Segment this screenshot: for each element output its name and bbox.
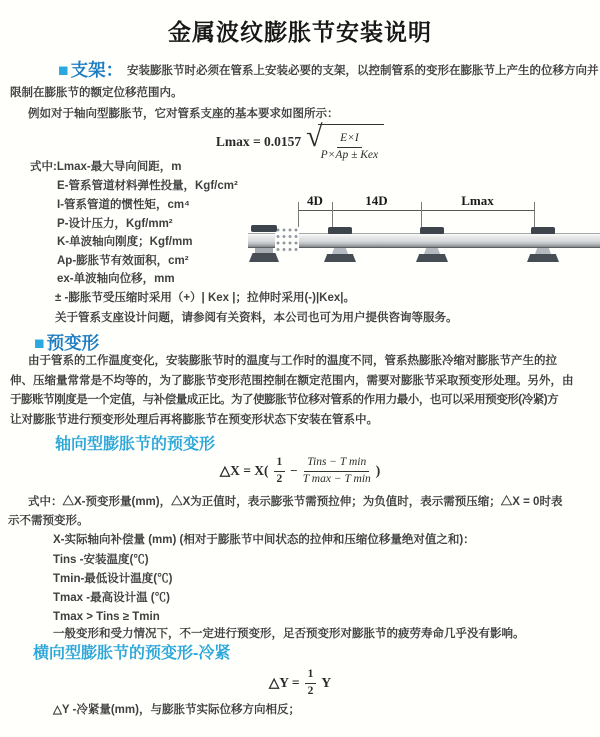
fraction-half	[274, 456, 286, 487]
dimension-label-14d: 14D	[365, 193, 388, 208]
formula-delta-x	[0, 456, 600, 487]
definition-line: P-设计压力，Kgf/mm²	[57, 218, 173, 230]
definition-line: Ap-膨胀节有效面积，cm²	[57, 255, 189, 267]
preform-paragraph-line-3: 于膨账节刚度是一个定值，与补偿量成正比。为了使膨胀节位移对管系的作用力最小，也可以采用预变形(冷紧)方	[10, 394, 559, 406]
minus-sign: −	[290, 463, 298, 479]
axial-text-line-5: Tmin-最低设计温度(℃)	[53, 573, 173, 585]
anchor-base	[249, 253, 279, 262]
axial-text-line-6: Tmax -最高设计温 (℃)	[53, 592, 170, 604]
preform-paragraph-line-2: 伸、压缩量常常是不均等的，为了膨胀节变形范围控制在额定范围内，需要对膨胀节采取预变形处理。另外，由	[10, 375, 574, 387]
fraction-denominator: T max − T min	[302, 472, 371, 485]
radicand	[318, 124, 385, 163]
fraction-temperature	[303, 456, 371, 487]
axial-text-line-2: 示不需预变形。	[8, 515, 89, 527]
formula-delta-x-rhs: )	[375, 463, 381, 479]
formula-lmax	[0, 121, 600, 163]
fraction-denominator: 2	[276, 472, 283, 485]
preform-paragraph-line-4: 让对膨胀节进行预变形处理后再将膨胀节在预变形状态下安装在管系中。	[10, 414, 378, 426]
axial-text-line-4: Tins -安装温度(℃)	[53, 554, 149, 566]
section-bullet-icon: ■	[58, 60, 69, 80]
bellows-expansion-joint	[275, 227, 299, 253]
support-paragraph-line-3: 例如对于轴向型膨胀节，它对管系支座的基本要求如图所示：	[28, 108, 339, 120]
definition-line: E-管系管道材料弹性投量，Kgf/cm²	[57, 180, 238, 192]
support-base	[416, 254, 448, 262]
definition-line: ± -膨胀节受压缩时采用（+）| Kex |；拉伸时采用(-)|Kex|。	[55, 292, 355, 304]
definition-line: K-单波轴向刚度；Kgf/mm	[57, 236, 193, 248]
definition-line: 式中:Lmax-最大导向间距，m	[30, 161, 182, 173]
formula-lmax-lhs: Lmax = 0.0157	[215, 133, 302, 149]
formula-delta-y-lhs: △Y =	[268, 675, 300, 691]
support-clamp	[531, 227, 555, 234]
dimension-label-lmax: Lmax	[461, 193, 494, 208]
axial-text-line-8: 一般变形和受力情况下，不一定进行预变形，足否预变形对膨胀节的疲劳寿命几乎没有影响。	[53, 628, 525, 640]
dimension-label-4d: 4D	[307, 193, 323, 208]
section-heading-support	[58, 57, 123, 82]
dimension-line	[298, 210, 534, 211]
fraction-half	[305, 668, 317, 699]
page-title: 金属波纹膨胀节安装说明	[168, 19, 432, 45]
formula-delta-y-rhs: Y	[321, 675, 332, 691]
axial-text-line-7: Tmax > Tins ≥ Tmin	[53, 611, 160, 623]
section-heading-preform-label: 预变形	[46, 333, 100, 353]
support-clamp	[420, 227, 444, 234]
support-note: 关于管系支座设计问题，请参阅有关资料，本公司也可为用户提供咨询等服务。	[55, 312, 458, 324]
subheading-lateral-preform: 横向型膨胀节的预变形-冷紧	[33, 645, 231, 662]
section-bullet-icon: ■	[34, 333, 45, 353]
support-base	[527, 254, 559, 262]
support-clamp	[328, 227, 352, 234]
fraction-numerator: 1	[305, 668, 317, 684]
preform-paragraph-line-1: 由于管系的工作温度变化，安装膨胀节时的温度与工作时的温度不同，管系热膨胀冷缩对膨胀节产生的拉	[28, 355, 557, 367]
fraction-numerator: E×I	[337, 132, 362, 148]
support-paragraph-line-2: 限制在膨胀节的额定位移范围内。	[10, 87, 183, 99]
definition-line: ex-单波轴向位移，mm	[57, 273, 175, 285]
formula-delta-x-lhs: △X = X(	[219, 463, 269, 479]
anchor-clamp	[251, 225, 277, 232]
support-paragraph-line-1: 安装膨胀节时必须在管系上安装必要的支架，以控制管系的变形在膨胀节上产生的位移方向并	[127, 65, 599, 77]
fraction-numerator: 1	[274, 456, 286, 472]
pipe-support-diagram	[248, 193, 600, 288]
fraction	[321, 132, 379, 163]
subheading-axial-preform: 轴向型膨胀节的预变形	[55, 436, 216, 453]
fraction-numerator: Tins − T min	[304, 456, 369, 472]
fraction-denominator: 2	[307, 684, 314, 697]
definition-line: I-管系管道的惯性矩，cm⁴	[57, 199, 190, 211]
sqrt-radical	[306, 121, 384, 163]
fraction-denominator: P×Ap ± Kex	[320, 148, 379, 161]
axial-text-line-3: X-实际轴向补偿量 (mm) (相对于膨胀节中间状态的拉伸和压缩位移量绝对值之和)：	[53, 534, 475, 546]
radical-sign-icon: √	[306, 120, 323, 153]
formula-delta-y	[0, 668, 600, 699]
section-heading-support-label: 支架：	[70, 60, 124, 80]
lateral-note: △Y -冷紧量(mm)，与膨胀节实际位移方向相反；	[53, 704, 300, 716]
support-base	[324, 254, 356, 262]
axial-text-line-1: 式中：△X-预变形量(mm)，△X为正值时，表示膨张节需预拉伸；为负值时，表示需预压缩；△X = 0时表	[28, 496, 563, 508]
pipe	[248, 233, 600, 248]
section-heading-preform	[34, 330, 99, 355]
